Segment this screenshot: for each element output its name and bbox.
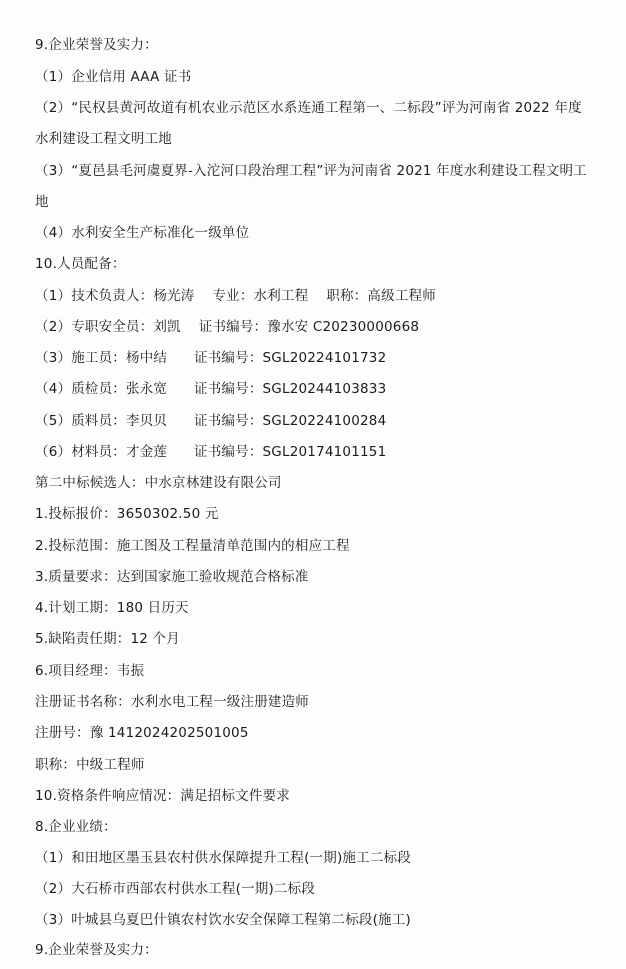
text-line: 注册证书名称：水利水电工程一级注册建造师 bbox=[35, 694, 309, 710]
text-line: 注册号：豫 1412024202501005 bbox=[35, 725, 249, 741]
text-line: （3）叶城县乌夏巴什镇农村饮水安全保障工程第二标段(施工) bbox=[35, 912, 411, 928]
text-line: 9.企业荣誉及实力： bbox=[35, 942, 158, 958]
text-line: 10.资格条件响应情况：满足招标文件要求 bbox=[35, 788, 290, 804]
text-line: 4.计划工期：180 日历天 bbox=[35, 600, 189, 616]
text-line: 9.企业荣誉及实力： bbox=[35, 37, 158, 53]
text-line: （1）和田地区墨玉县农村供水保障提升工程(一期)施工二标段 bbox=[35, 850, 411, 866]
text-line: 职称：中级工程师 bbox=[35, 757, 145, 773]
text-line: （1）企业信用 AAA 证书 bbox=[35, 69, 192, 85]
text-line: 10.人员配备： bbox=[35, 256, 126, 272]
text-line: 水利建设工程文明工地 bbox=[35, 131, 172, 147]
text-line: （4）质检员：张永宽 证书编号：SGL20244103833 bbox=[35, 381, 387, 397]
text-line: （3）施工员：杨中结 证书编号：SGL20224101732 bbox=[35, 350, 387, 366]
text-line: （5）质料员：李贝贝 证书编号：SGL20224100284 bbox=[35, 413, 387, 429]
text-line: 地 bbox=[35, 194, 49, 210]
text-line: （2）“民权县黄河故道有机农业示范区水系连通工程第一、二标段”评为河南省 2022 年度 bbox=[35, 100, 582, 116]
text-line: （2）大石桥市西部农村供水工程(一期)二标段 bbox=[35, 881, 316, 897]
text-line: 第二中标候选人：中水京林建设有限公司 bbox=[35, 475, 282, 491]
text-line: 8.企业业绩： bbox=[35, 819, 117, 835]
text-line: 6.项目经理：韦振 bbox=[35, 663, 145, 679]
text-line: （3）“夏邑县毛河虞夏界-入沱河口段治理工程”评为河南省 2021 年度水利建设工程文明工 bbox=[35, 163, 587, 179]
text-line: （6）材料员：才金莲 证书编号：SGL20174101151 bbox=[35, 444, 387, 460]
text-line: （4）水利安全生产标准化一级单位 bbox=[35, 225, 250, 241]
text-line: 5.缺陷责任期：12 个月 bbox=[35, 631, 180, 647]
text-line: 3.质量要求：达到国家施工验收规范合格标准 bbox=[35, 569, 309, 585]
text-line: （2）专职安全员：刘凯 证书编号：豫水安 C20230000668 bbox=[35, 319, 420, 335]
text-line: 1.投标报价：3650302.50 元 bbox=[35, 506, 219, 522]
text-line: 2.投标范围：施工图及工程量清单范围内的相应工程 bbox=[35, 538, 350, 554]
text-line: （1）技术负责人：杨光涛 专业：水利工程 职称：高级工程师 bbox=[35, 288, 436, 304]
